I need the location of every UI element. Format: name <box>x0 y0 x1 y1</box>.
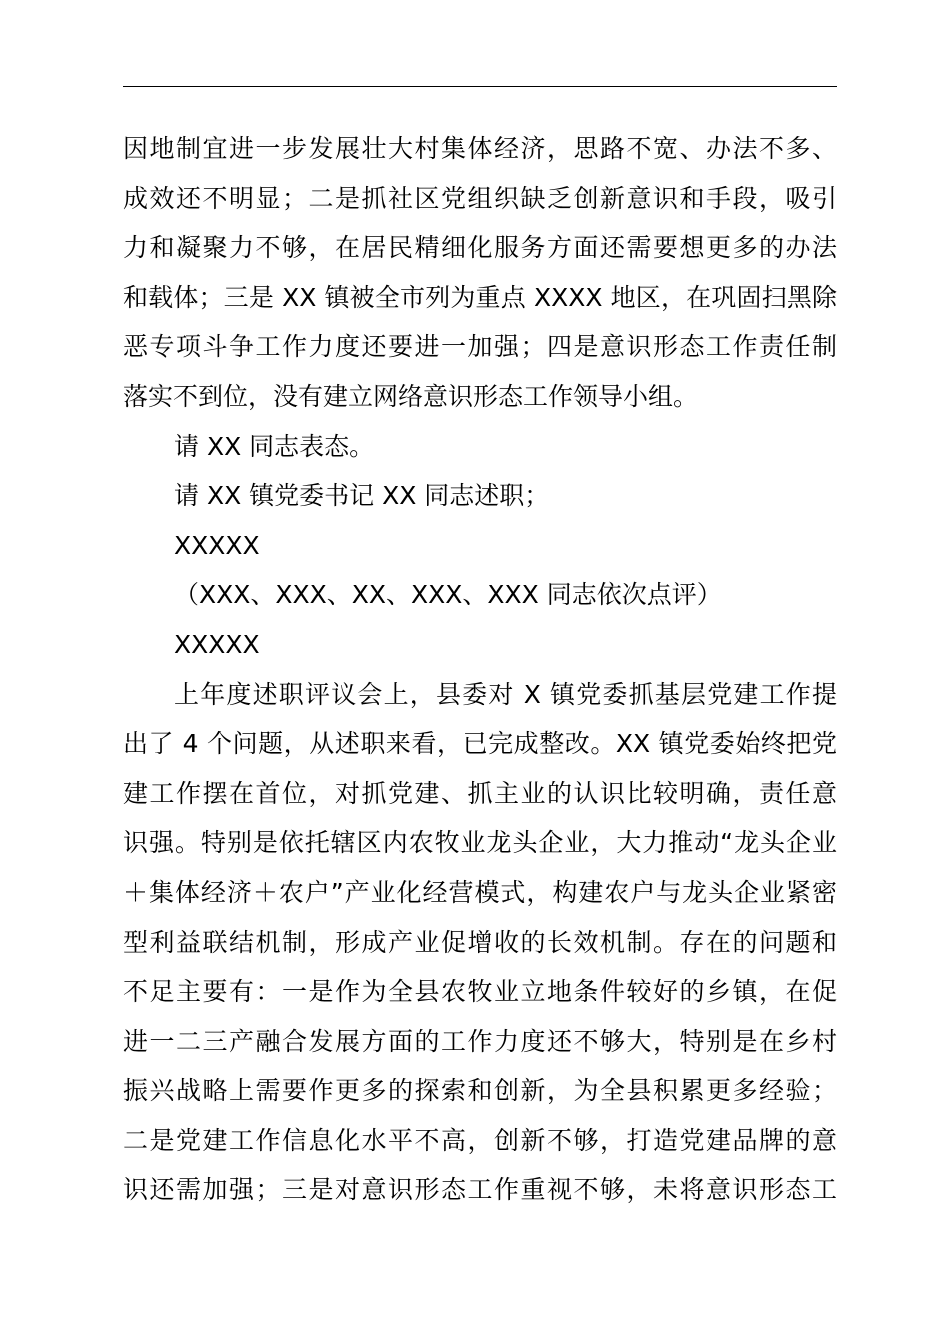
text-line: 上年度述职评议会上，县委对 X 镇党委抓基层党建工作提 <box>174 679 837 709</box>
text-line: 振兴战略上需要作更多的探索和创新，为全县积累更多经验； <box>123 1076 837 1106</box>
text-line: 建工作摆在首位，对抓党建、抓主业的认识比较明确，责任意 <box>123 778 837 808</box>
text-line: 进一二三产融合发展方面的工作力度还不够大，特别是在乡村 <box>123 1026 837 1056</box>
text-line: 不足主要有：一是作为全县农牧业立地条件较好的乡镇，在促 <box>123 977 837 1007</box>
text-line: 力和凝聚力不够，在居民精细化服务方面还需要想更多的办法 <box>123 233 837 263</box>
text-line: 落实不到位，没有建立网络意识形态工作领导小组。 <box>123 381 699 411</box>
text-line: XXXXX <box>174 530 260 560</box>
text-line: 成效还不明显；二是抓社区党组织缺乏创新意识和手段，吸引 <box>123 183 837 213</box>
text-line: ＋集体经济＋农户”产业化经营模式，构建农户与龙头企业紧密 <box>123 877 837 907</box>
text-line: 因地制宜进一步发展壮大村集体经济，思路不宽、办法不多、 <box>123 134 837 163</box>
header-rule <box>123 86 837 87</box>
text-line: 识还需加强；三是对意识形态工作重视不够，未将意识形态工 <box>123 1175 837 1205</box>
text-line: 和载体；三是 XX 镇被全市列为重点 XXXX 地区，在巩固扫黑除 <box>123 282 837 312</box>
text-line: 请 XX 同志表态。 <box>174 431 375 461</box>
text-line: 识强。特别是依托辖区内农牧业龙头企业，大力推动“龙头企业 <box>123 828 837 858</box>
text-line: 出了 4 个问题，从述职来看，已完成整改。XX 镇党委始终把党 <box>123 729 837 759</box>
text-line: 二是党建工作信息化水平不高，创新不够，打造党建品牌的意 <box>123 1125 837 1155</box>
text-line: XXXXX <box>174 629 260 659</box>
document-body <box>123 124 837 1215</box>
text-line: 型利益联结机制，形成产业促增收的长效机制。存在的问题和 <box>123 927 837 957</box>
text-line: 请 XX 镇党委书记 XX 同志述职； <box>174 481 550 511</box>
text-line: （XXX、XXX、XX、XXX、XXX 同志依次点评） <box>174 580 722 610</box>
text-line: 恶专项斗争工作力度还要进一加强；四是意识形态工作责任制 <box>123 332 837 362</box>
